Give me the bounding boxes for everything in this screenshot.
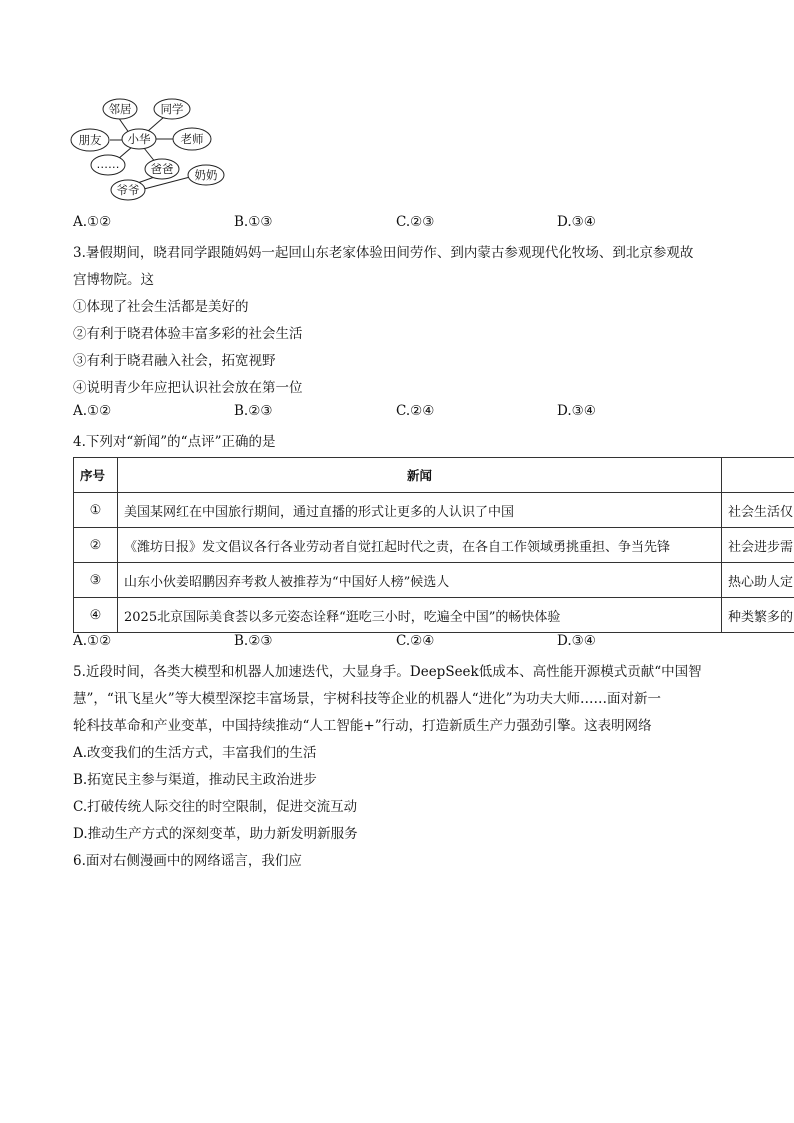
news-index-cell: ④ [74, 598, 118, 633]
node-dad [145, 159, 179, 179]
svg-text:老师: 老师 [180, 132, 204, 146]
q3-option-c[interactable]: C.②④ [396, 403, 435, 419]
news-table-header-comment [722, 458, 794, 493]
news-index-cell: ③ [74, 563, 118, 598]
news-table-header-index: 序号 [74, 458, 118, 493]
q6-stem: 6.面对右侧漫画中的网络谣言，我们应 [73, 853, 302, 869]
q4-stem: 4.下列对“新闻”的“点评”正确的是 [73, 434, 276, 450]
news-comment-cell: 社会进步需 [722, 528, 794, 563]
node-center [122, 129, 156, 149]
node-grandpa [111, 180, 145, 200]
q4-option-a[interactable]: A.①② [73, 633, 112, 649]
q3-item-1: ①体现了社会生活都是美好的 [73, 299, 249, 315]
q2-option-d[interactable]: D.③④ [557, 214, 596, 230]
news-text-cell: 山东小伙姜昭鹏因弃考救人被推荐为“中国好人榜”候选人 [118, 563, 722, 598]
q4-option-d[interactable]: D.③④ [557, 633, 596, 649]
q3-option-b[interactable]: B.②③ [234, 403, 273, 419]
node-teacher [173, 128, 211, 150]
q5-option-b[interactable]: B.拓宽民主参与渠道，推动民主政治进步 [73, 772, 317, 788]
svg-text:朋友: 朋友 [78, 133, 102, 147]
diagram-connectors [110, 117, 190, 189]
q3-option-a[interactable]: A.①② [73, 403, 112, 419]
q2-option-a[interactable]: A.①② [73, 214, 112, 230]
news-comment-cell: 社会生活仅 [722, 493, 794, 528]
news-index-cell: ① [74, 493, 118, 528]
news-table [73, 457, 794, 633]
svg-text:爸爸: 爸爸 [150, 162, 174, 176]
node-grandma [188, 165, 224, 185]
svg-text:邻居: 邻居 [108, 102, 132, 116]
q5-option-c[interactable]: C.打破传统人际交往的时空限制，促进交流互动 [73, 799, 358, 815]
q3-item-2: ②有利于晓君体验丰富多彩的社会生活 [73, 326, 303, 342]
news-text-cell: 2025北京国际美食荟以多元姿态诠释“逛吃三小时，吃遍全中国”的畅快体验 [118, 598, 722, 633]
table-row [74, 493, 794, 528]
table-row [74, 563, 794, 598]
news-text-cell: 美国某网红在中国旅行期间，通过直播的形式让更多的人认识了中国 [118, 493, 722, 528]
news-text-cell: 《潍坊日报》发文倡议各行各业劳动者自觉扛起时代之责，在各自工作领域勇挑重担、争当先锋 [118, 528, 722, 563]
news-comment-cell: 热心助人定 [722, 563, 794, 598]
q5-stem-line2: 慧”，“讯飞星火”等大模型深挖丰富场景，宇树科技等企业的机器人“进化”为功夫大师……面对新一 [73, 691, 662, 707]
node-classmate [154, 99, 190, 119]
q3-stem-line2: 宫博物院。这 [73, 272, 154, 288]
table-row [74, 598, 794, 633]
q4-option-c[interactable]: C.②④ [396, 633, 435, 649]
node-neighbor [103, 99, 137, 119]
news-table-header-news: 新闻 [118, 458, 722, 493]
svg-text:爷爷: 爷爷 [116, 183, 140, 197]
q3-option-d[interactable]: D.③④ [557, 403, 596, 419]
news-index-cell: ② [74, 528, 118, 563]
q2-option-c[interactable]: C.②③ [396, 214, 435, 230]
q3-item-4: ④说明青少年应把认识社会放在第一位 [73, 380, 303, 396]
relationship-diagram-svg [70, 95, 230, 205]
q5-option-d[interactable]: D.推动生产方式的深刻变革，助力新发明新服务 [73, 826, 358, 842]
node-friend [71, 129, 109, 151]
q5-option-a[interactable]: A.改变我们的生活方式，丰富我们的生活 [73, 745, 317, 761]
q5-stem-line3: 轮科技革命和产业变革，中国持续推动“人工智能+”行动，打造新质生产力强劲引擎。这表明网络 [73, 718, 652, 734]
q5-stem-line1: 5.近段时间，各类大模型和机器人加速迭代，大显身手。DeepSeek低成本、高性能开源模式贡献“中国智 [73, 664, 702, 680]
table-row [74, 528, 794, 563]
q3-stem-line1: 3.暑假期间，晓君同学跟随妈妈一起回山东老家体验田间劳作、到内蒙古参观现代化牧场、到北京参观故 [73, 245, 694, 261]
relationship-diagram [70, 95, 230, 205]
svg-text:……: …… [96, 157, 120, 171]
svg-text:同学: 同学 [160, 102, 184, 116]
news-comment-cell: 种类繁多的 [722, 598, 794, 633]
q4-option-b[interactable]: B.②③ [234, 633, 273, 649]
node-ellipsis [91, 155, 125, 175]
q2-option-b[interactable]: B.①③ [234, 214, 273, 230]
svg-text:小华: 小华 [127, 132, 151, 146]
news-table-header-row [74, 458, 794, 493]
svg-text:奶奶: 奶奶 [194, 168, 218, 182]
q3-item-3: ③有利于晓君融入社会，拓宽视野 [73, 353, 276, 369]
